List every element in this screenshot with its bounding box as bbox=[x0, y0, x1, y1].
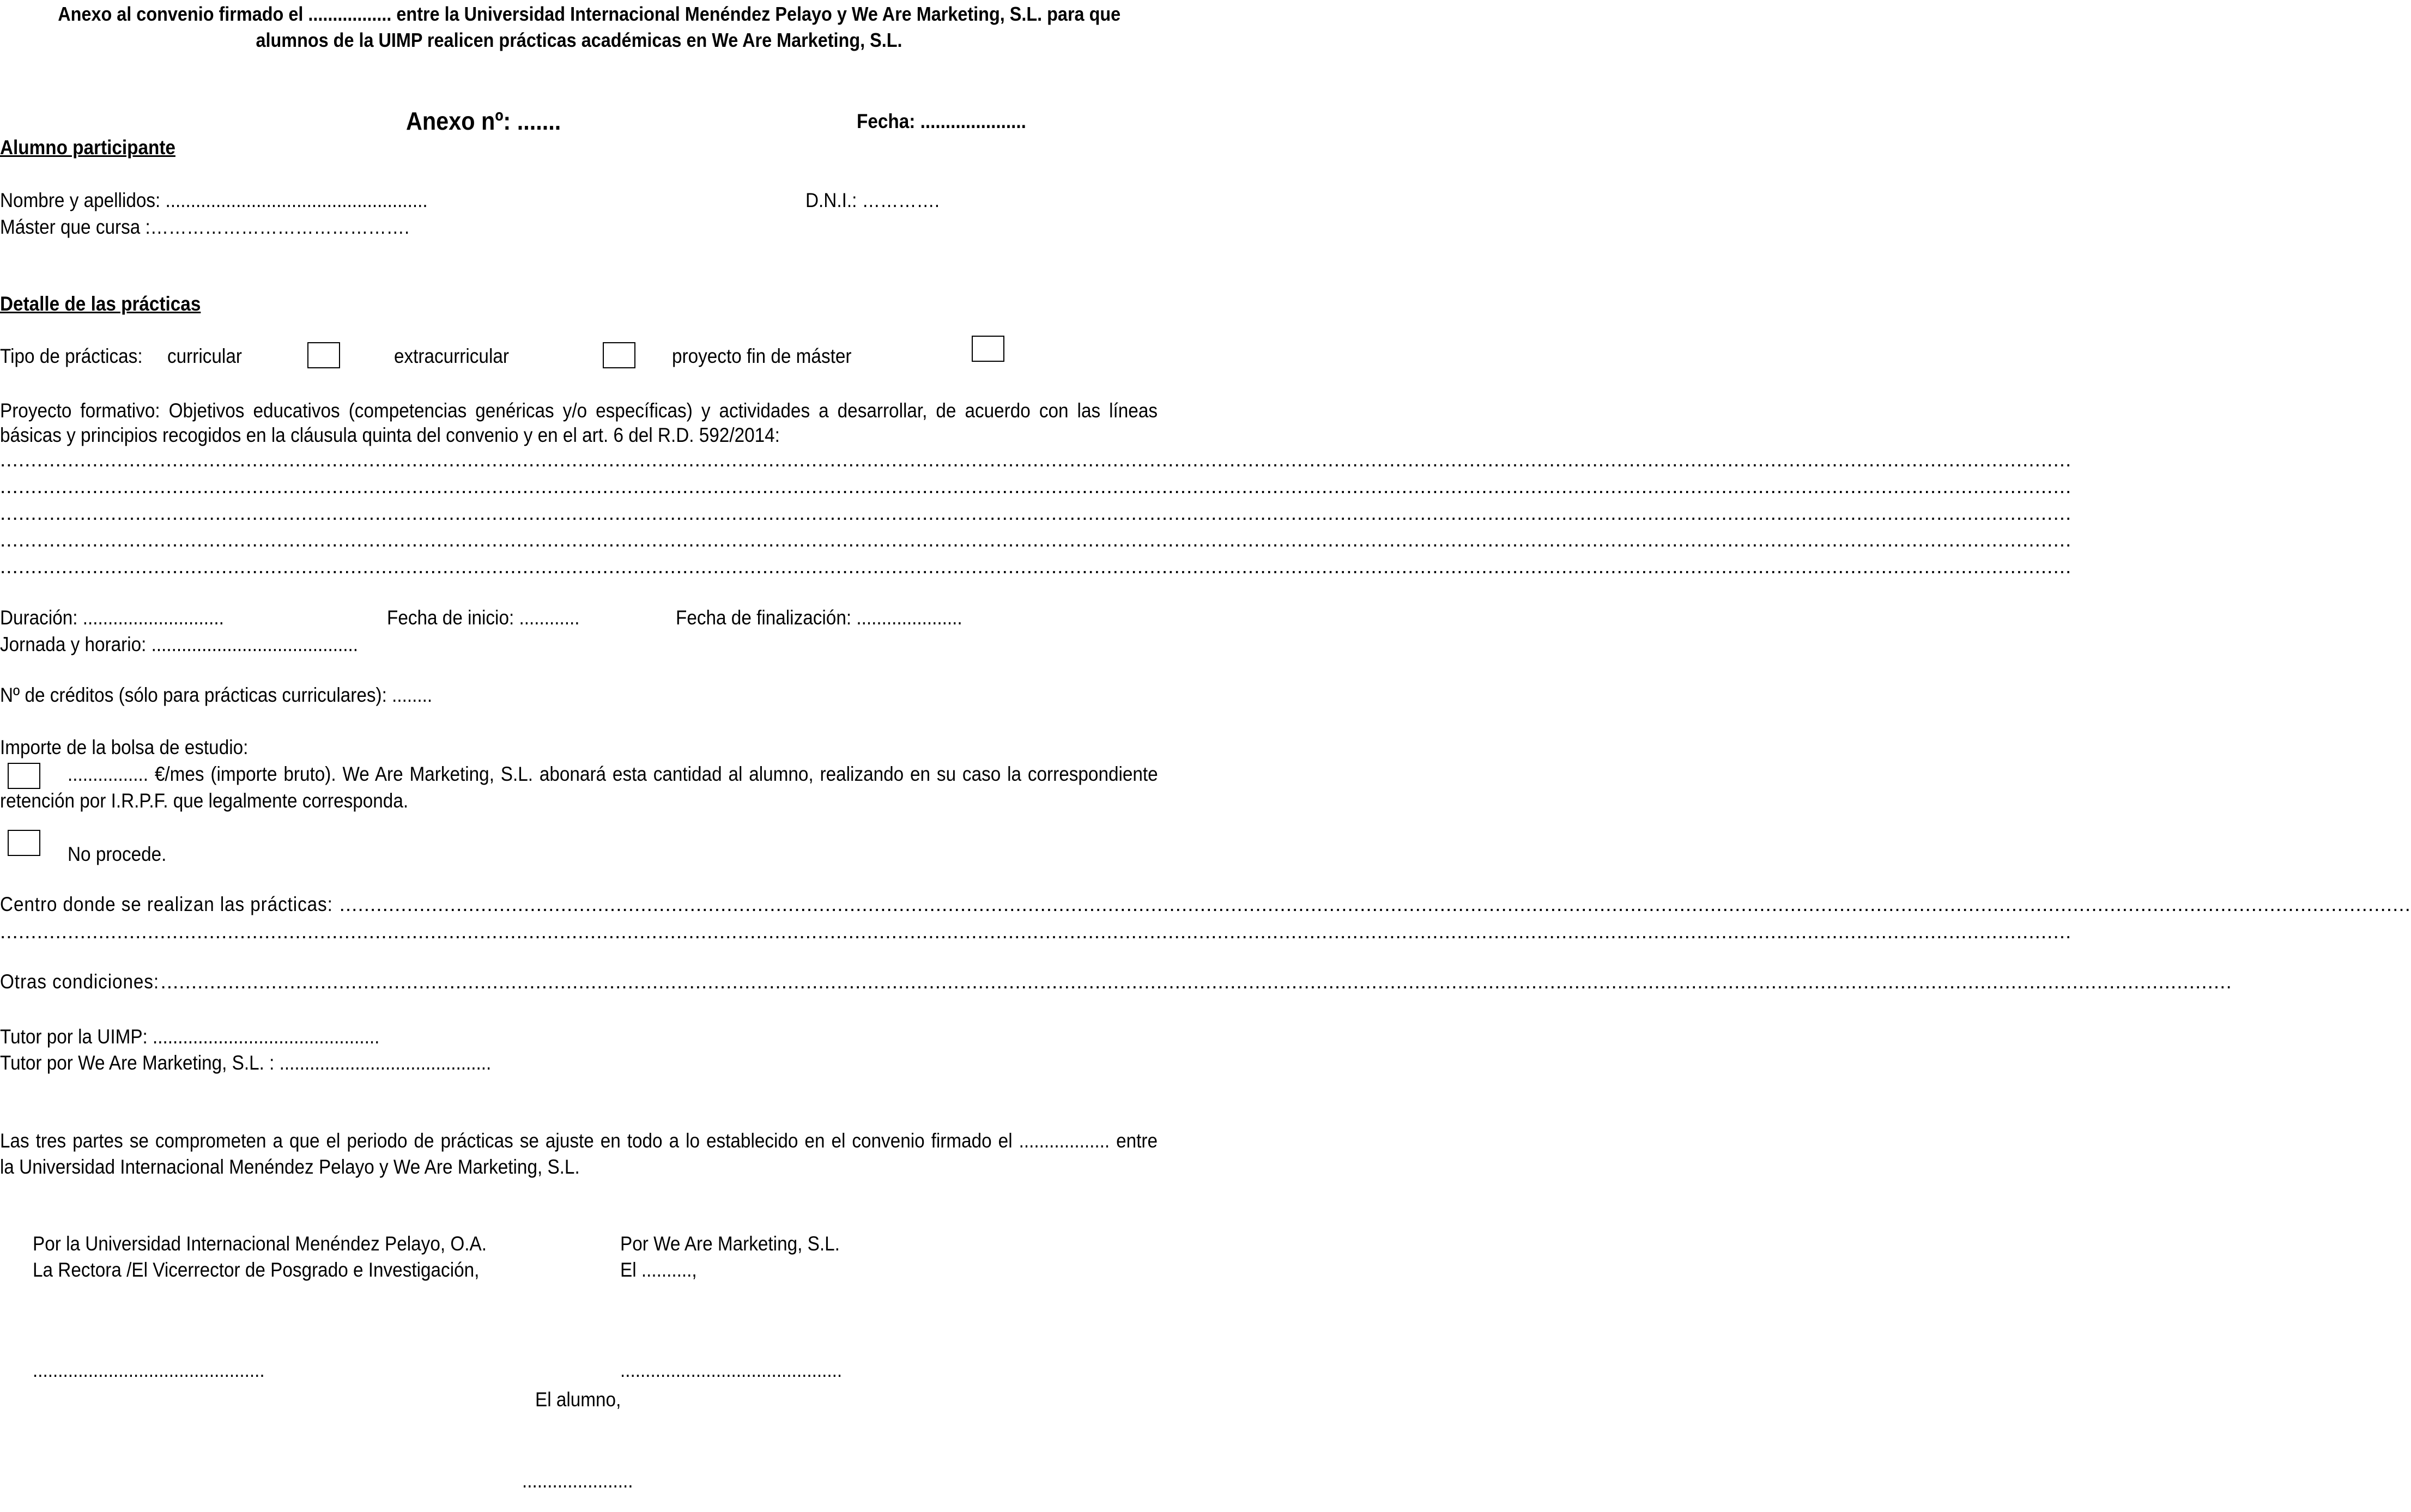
proyecto-formativo-line2: básicas y principios recogidos en la cláusula quinta del convenio y en el art. 6 del R.D. 592/2014: bbox=[0, 424, 780, 446]
firma-empresa-line2: El .........., bbox=[620, 1259, 697, 1281]
firma-empresa-signature-line[interactable]: ............................................ bbox=[620, 1359, 843, 1381]
section-detalle-heading: Detalle de las prácticas bbox=[0, 293, 201, 315]
compromiso-line2: la Universidad Internacional Menéndez Pelayo y We Are Marketing, S.L. bbox=[0, 1156, 580, 1178]
firma-alumno-signature-line[interactable]: ...................... bbox=[522, 1470, 633, 1492]
anexo-number: Anexo nº: ....... bbox=[406, 107, 561, 135]
extracurricular-checkbox[interactable] bbox=[603, 342, 635, 368]
otras-condiciones-label: Otras condiciones: bbox=[0, 970, 159, 993]
document-title-line1: Anexo al convenio firmado el ................. entre la Universidad Internacional Menéndez Pelayo y We Are Marketing, S.L. para que bbox=[58, 3, 1121, 25]
compromiso-line1: Las tres partes se comprometen a que el periodo de prácticas se ajuste en todo a lo establecido en el convenio firmado el .................. entre bbox=[0, 1130, 1158, 1152]
option-proyecto-label: proyecto fin de máster bbox=[672, 345, 852, 367]
centro-label: Centro donde se realizan las prácticas: bbox=[0, 893, 333, 915]
centro-dots: ................................................................................................................................................................................................................................................................................................................................................. bbox=[339, 893, 2411, 915]
firma-uimp-line1: Por la Universidad Internacional Menéndez Pelayo, O.A. bbox=[33, 1232, 487, 1255]
tutor-uimp-field: Tutor por la UIMP: ............................................. bbox=[0, 1025, 380, 1048]
jornada-horario-field: Jornada y horario: ......................................... bbox=[0, 633, 358, 655]
option-curricular-label: curricular bbox=[167, 345, 242, 367]
proyecto-checkbox[interactable] bbox=[972, 336, 1004, 362]
duracion-field: Duración: ............................ bbox=[0, 606, 224, 629]
document-title-line2: alumnos de la UIMP realicen prácticas académicas en We Are Marketing, S.L. bbox=[256, 29, 902, 51]
importe-line2: retención por I.R.P.F. que legalmente corresponda. bbox=[0, 790, 409, 812]
fecha-field: Fecha: ..................... bbox=[857, 110, 1026, 132]
curricular-checkbox[interactable] bbox=[307, 342, 340, 368]
dni-field: D.N.I.: …………. bbox=[805, 189, 940, 211]
master-field: Máster que cursa :……………………………………. bbox=[0, 216, 410, 238]
tipo-practicas-label: Tipo de prácticas: bbox=[0, 345, 143, 367]
centro-dotted-line[interactable]: ................................................................................................................................................................................................................................................................................................................................................. bbox=[0, 920, 2072, 943]
option-extracurricular-label: extracurricular bbox=[394, 345, 509, 367]
tutor-empresa-field: Tutor por We Are Marketing, S.L. : .......................................... bbox=[0, 1052, 492, 1074]
firma-alumno-label: El alumno, bbox=[535, 1388, 621, 1411]
no-procede-label: No procede. bbox=[68, 843, 167, 865]
proyecto-dotted-line[interactable]: ................................................................................................................................................................................................................................................................................................................................................. bbox=[0, 448, 2072, 471]
centro-line[interactable] bbox=[0, 893, 2411, 915]
no-procede-checkbox[interactable] bbox=[8, 830, 40, 856]
proyecto-dotted-line[interactable]: ................................................................................................................................................................................................................................................................................................................................................. bbox=[0, 529, 2072, 551]
proyecto-formativo-line1: Proyecto formativo: Objetivos educativos (competencias genéricas y/o específicas) y actividades a desarrollar, de acuerdo con las líneas bbox=[0, 399, 1158, 422]
importe-checkbox[interactable] bbox=[8, 763, 40, 789]
otras-condiciones-dots: ................................................................................................................................................................................................................................................................................................................................................. bbox=[160, 970, 2232, 993]
section-alumno-heading: Alumno participante bbox=[0, 136, 175, 159]
otras-condiciones-line[interactable] bbox=[0, 970, 2232, 993]
firma-empresa-line1: Por We Are Marketing, S.L. bbox=[620, 1232, 840, 1255]
importe-line1: ................ €/mes (importe bruto). We Are Marketing, S.L. abonará esta cantidad al alumno, realizando en su caso la correspondiente bbox=[68, 763, 1158, 785]
firma-uimp-signature-line[interactable]: .............................................. bbox=[33, 1359, 265, 1381]
proyecto-dotted-line[interactable]: ................................................................................................................................................................................................................................................................................................................................................. bbox=[0, 475, 2072, 497]
nombre-field: Nombre y apellidos: .................................................... bbox=[0, 189, 428, 211]
proyecto-dotted-line[interactable]: ................................................................................................................................................................................................................................................................................................................................................. bbox=[0, 555, 2072, 578]
firma-uimp-line2: La Rectora /El Vicerrector de Posgrado e Investigación, bbox=[33, 1259, 480, 1281]
fecha-fin-field: Fecha de finalización: ..................... bbox=[676, 606, 962, 629]
proyecto-dotted-line[interactable]: ................................................................................................................................................................................................................................................................................................................................................. bbox=[0, 502, 2072, 524]
creditos-field: Nº de créditos (sólo para prácticas curriculares): ........ bbox=[0, 684, 433, 706]
bolsa-label: Importe de la bolsa de estudio: bbox=[0, 736, 249, 758]
fecha-inicio-field: Fecha de inicio: ............ bbox=[387, 606, 580, 629]
